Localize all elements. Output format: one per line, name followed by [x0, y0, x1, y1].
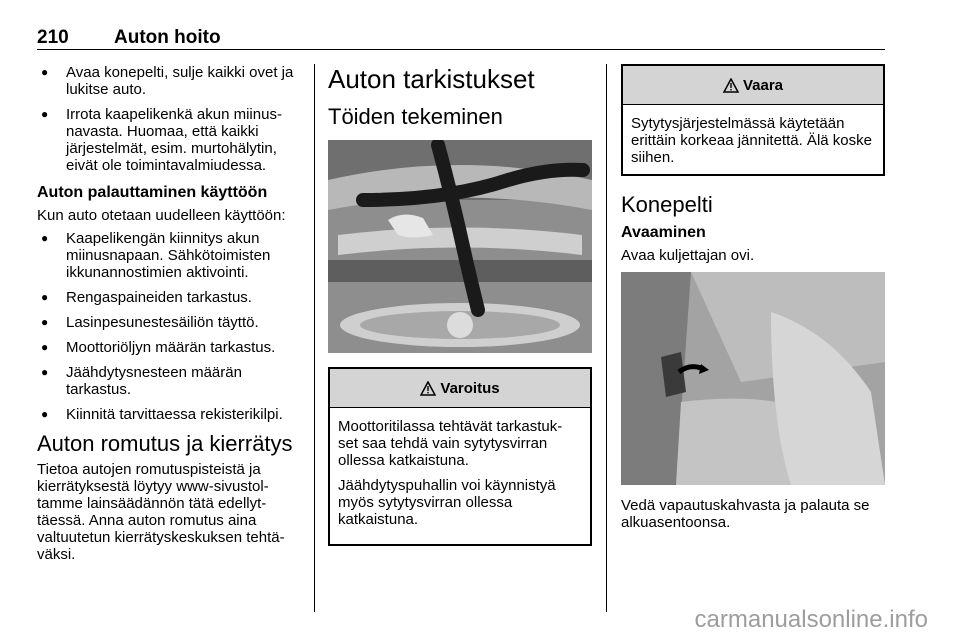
column-middle — [328, 64, 592, 546]
hood-release-drawing — [621, 272, 885, 485]
page-number: 210 — [37, 27, 69, 48]
restore-heading: Auton palauttaminen käyttöön — [37, 184, 268, 201]
opening-subheading: Avaaminen — [621, 224, 706, 241]
section-subheading: Töiden tekeminen — [328, 104, 503, 129]
danger-body — [623, 105, 883, 174]
list-item: ● Jäähdytysnesteen määrän tarkastus. — [37, 364, 305, 398]
danger-box — [621, 64, 885, 176]
column-left — [37, 64, 305, 569]
engine-bay-drawing — [328, 140, 592, 353]
warning-body — [330, 408, 590, 544]
hood-release-illustration — [621, 272, 885, 485]
page-header — [37, 27, 885, 50]
watermark: carmanualsonline.info — [694, 606, 928, 633]
column-divider-2 — [606, 64, 607, 612]
list-item: ● Avaa konepelti, sulje kaikki ovet ja lukitse auto. — [37, 64, 305, 98]
danger-text: Sytytysjärjestelmässä käytetään erittäin korkeaa jännitettä. Älä koske siihen. — [631, 115, 872, 166]
bullet-list-top — [37, 64, 305, 174]
figure-caption: Vedä vapautuskahvasta ja palauta se alkuasentoonsa. — [621, 497, 870, 531]
engine-bay-illustration — [328, 140, 592, 353]
opening-intro: Avaa kuljettajan ovi. — [621, 247, 755, 264]
column-right — [621, 64, 885, 537]
list-item: ● Kiinnitä tarvittaessa rekisterikilpi. — [37, 406, 305, 423]
list-item: ● Rengaspaineiden tarkastus. — [37, 289, 305, 306]
warning-header — [330, 369, 590, 408]
list-item: ● Kaapelikengän kiinnitys akun miinusnapaan. Sähkötoimisten ikkunannostimien aktivointi. — [37, 230, 305, 281]
list-item: ● Irrota kaapelikenkä akun miinus-navasta. Huomaa, että kaikki järjestelmät, esim. murtohälytin, eivät ole toimintavalmiudessa. — [37, 106, 305, 174]
scrap-heading: Auton romutus ja kierrätys — [37, 431, 293, 456]
danger-header — [623, 66, 883, 105]
list-item: ● Lasinpesunestesäiliön täyttö. — [37, 314, 305, 331]
scrap-text: Tietoa autojen romutuspisteistä ja kierrätyksestä löytyy www-sivustol-tamme lainsäädännön tätä edellyt-täessä. Anna auton romutus aina valtuutetun kierrätyskeskuksen tehtä-väksi. — [37, 461, 285, 563]
warning-text-1: Moottoritilassa tehtävät tarkastuk-set saa tehdä vain sytytysvirran ollessa katkaistuna. — [338, 418, 563, 469]
bullet-list-restore — [37, 230, 305, 423]
column-divider-1 — [314, 64, 315, 612]
restore-intro: Kun auto otetaan uudelleen käyttöön: — [37, 207, 286, 224]
warning-triangle-icon — [420, 381, 436, 396]
list-item: ● Moottoriöljyn määrän tarkastus. — [37, 339, 305, 356]
warning-text-2: Jäähdytyspuhallin voi käynnistyä myös sytytysvirran ollessa katkaistuna. — [338, 477, 556, 528]
warning-box — [328, 367, 592, 546]
warning-title: Varoitus — [440, 379, 500, 397]
hood-heading: Konepelti — [621, 192, 713, 217]
warning-triangle-icon — [723, 78, 739, 93]
section-heading: Auton tarkistukset — [328, 64, 535, 94]
danger-title: Vaara — [742, 76, 784, 94]
page-title: Auton hoito — [114, 27, 221, 48]
